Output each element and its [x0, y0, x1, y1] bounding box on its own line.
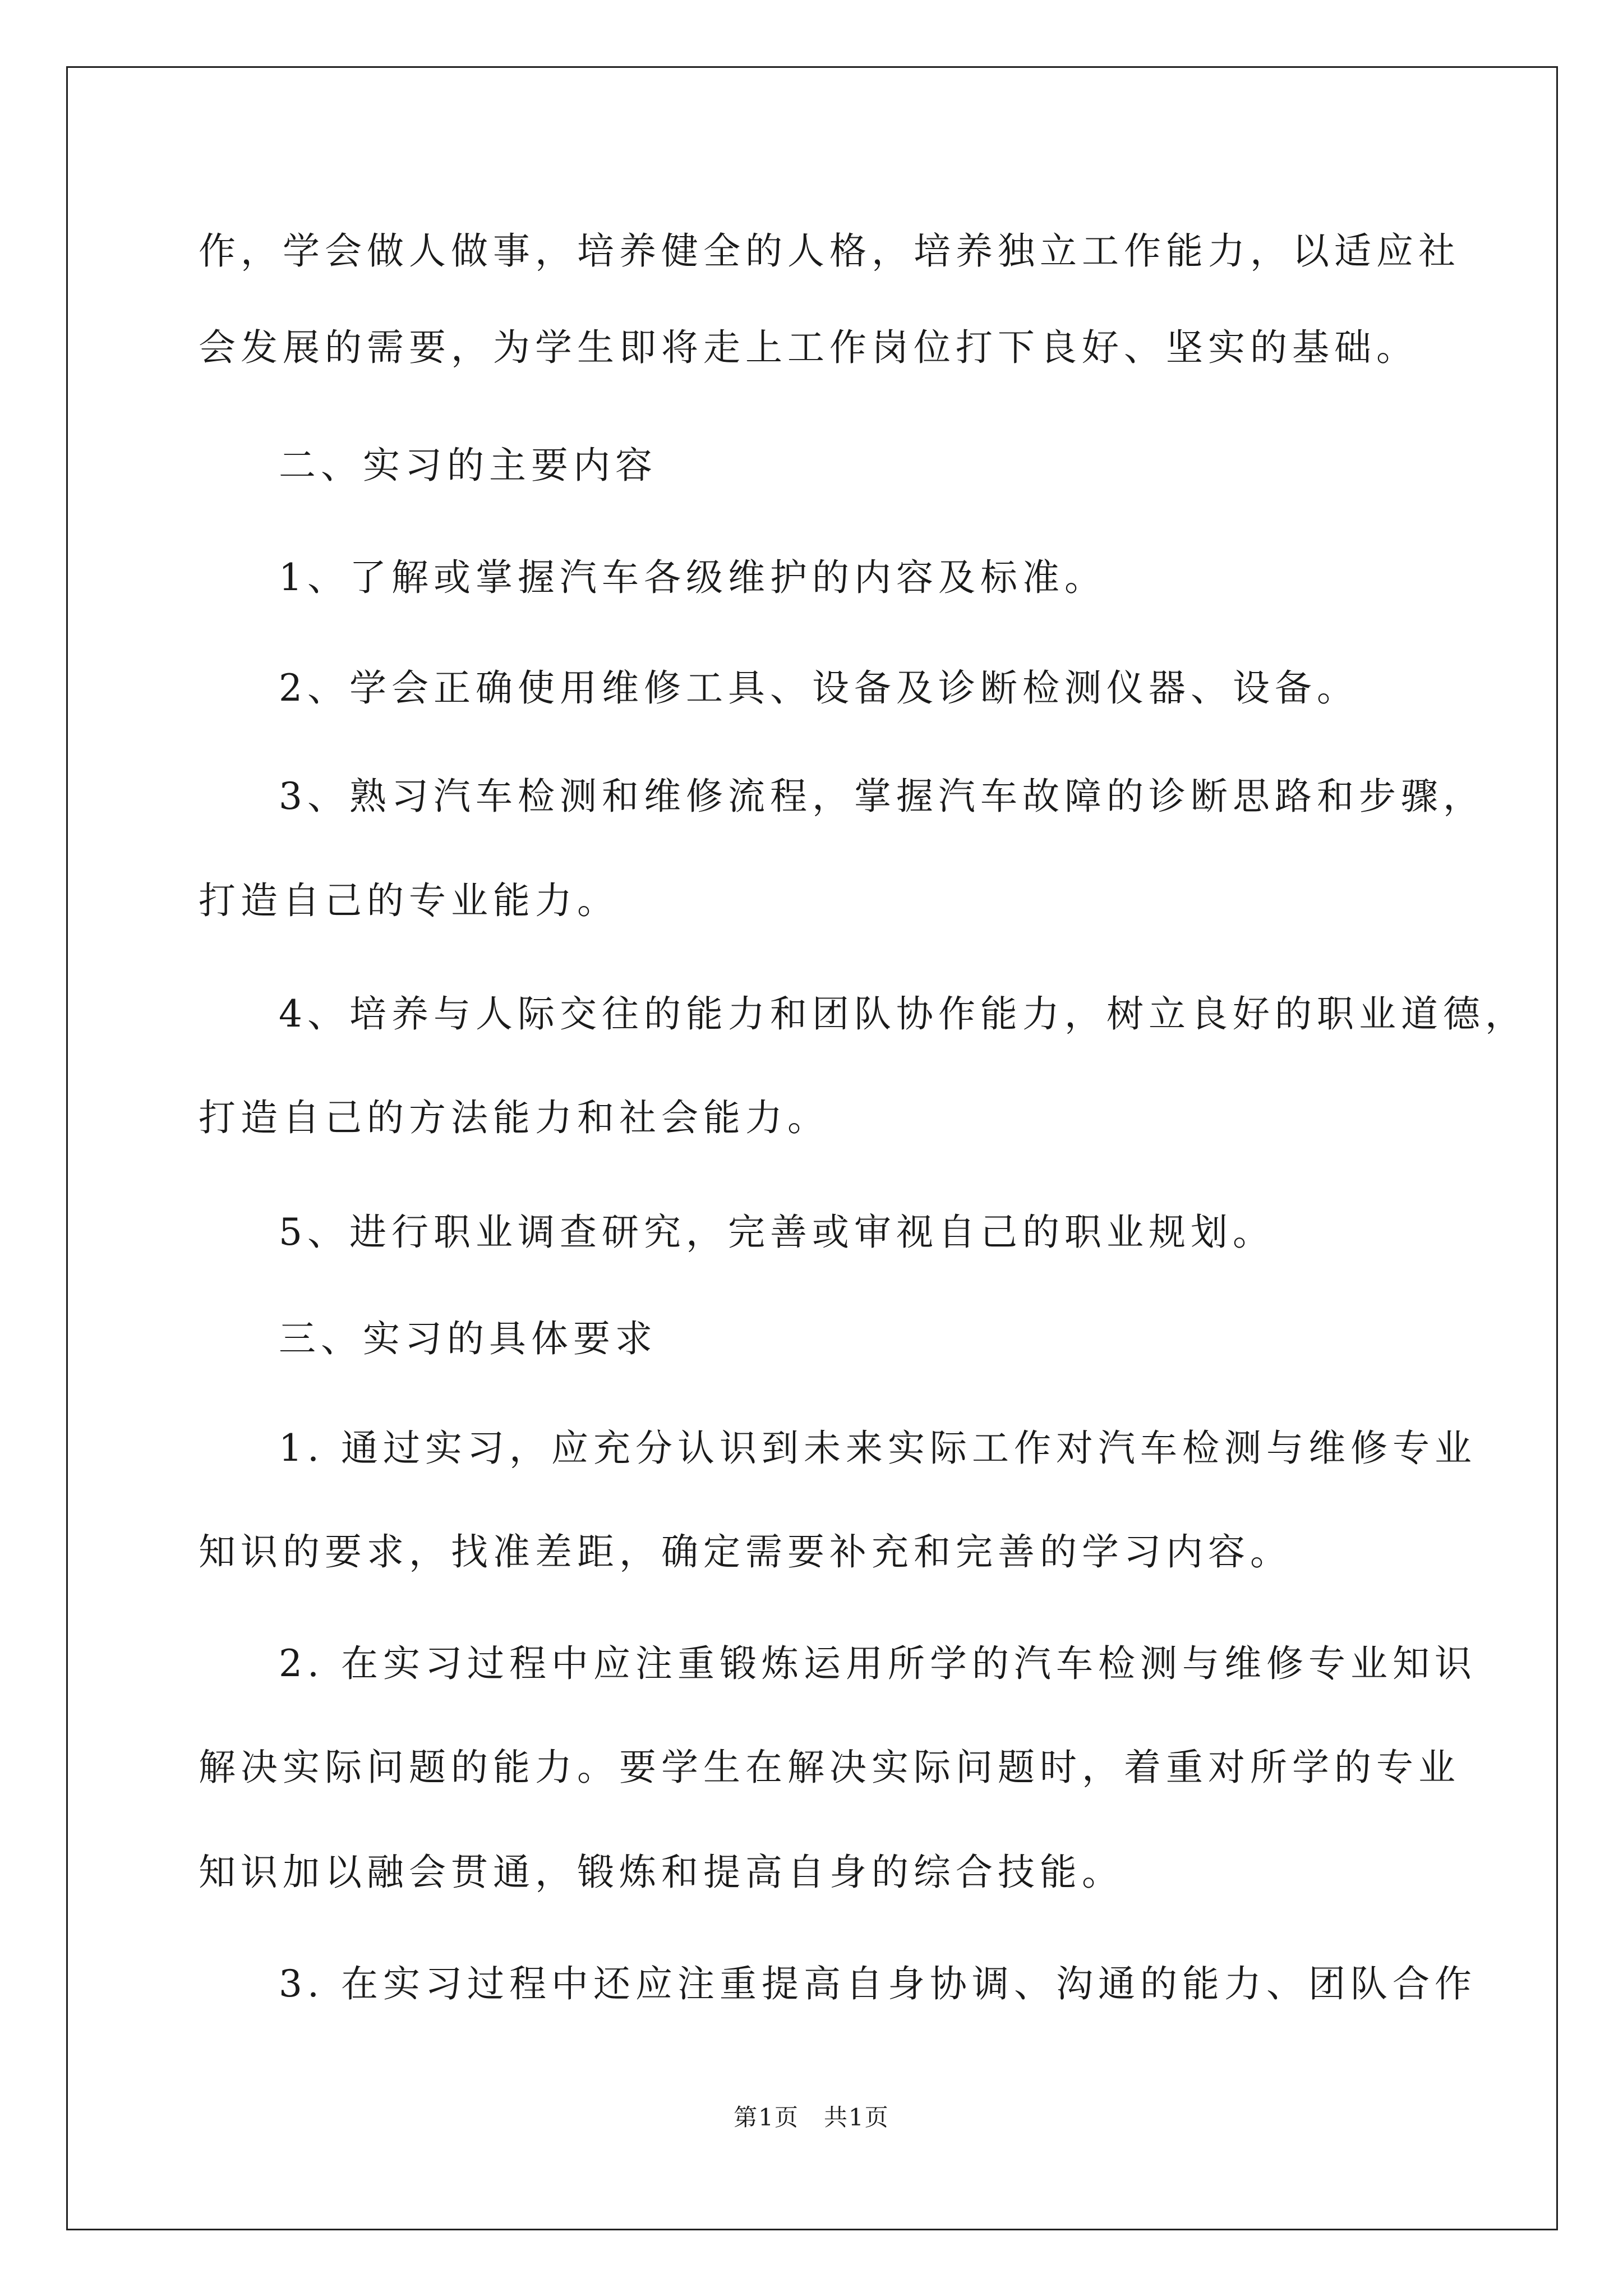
text-line: 打造自己的专业能力。 — [199, 879, 619, 922]
text-line: 会发展的需要，为学生即将走上工作岗位打下良好、坚实的基础。 — [199, 326, 1418, 369]
text-line: 解决实际问题的能力。要学生在解决实际问题时，着重对所学的专业 — [199, 1746, 1460, 1789]
text-line: 知识的要求，找准差距，确定需要补充和完善的学习内容。 — [199, 1530, 1292, 1573]
list-item: 4、培养与人际交往的能力和团队协作能力，树立良好的职业道德， — [279, 992, 1527, 1036]
list-item: 5、进行职业调查研究，完善或审视自己的职业规划。 — [279, 1211, 1275, 1254]
section-heading: 二、实习的主要内容 — [279, 444, 657, 487]
page-border — [66, 66, 1558, 2230]
text-line: 知识加以融会贯通，锻炼和提高自身的综合技能。 — [199, 1851, 1124, 1894]
section-heading: 三、实习的具体要求 — [279, 1317, 657, 1360]
list-item: 1、了解或掌握汽车各级维护的内容及标准。 — [279, 556, 1106, 599]
list-item: 2、学会正确使用维修工具、设备及诊断检测仪器、设备。 — [279, 666, 1359, 710]
list-item: 3、熟习汽车检测和维修流程，掌握汽车故障的诊断思路和步骤， — [279, 775, 1485, 818]
text-line: 打造自己的方法能力和社会能力。 — [199, 1096, 829, 1139]
page-footer: 第1页 共1页 — [734, 2104, 889, 2131]
text-line: 作，学会做人做事，培养健全的人格，培养独立工作能力，以适应社 — [199, 229, 1460, 273]
list-item: 1. 通过实习，应充分认识到未来实际工作对汽车检测与维修专业 — [279, 1427, 1477, 1470]
list-item: 3. 在实习过程中还应注重提高自身协调、沟通的能力、团队合作 — [279, 1962, 1477, 2005]
list-item: 2. 在实习过程中应注重锻炼运用所学的汽车检测与维修专业知识 — [279, 1642, 1477, 1685]
